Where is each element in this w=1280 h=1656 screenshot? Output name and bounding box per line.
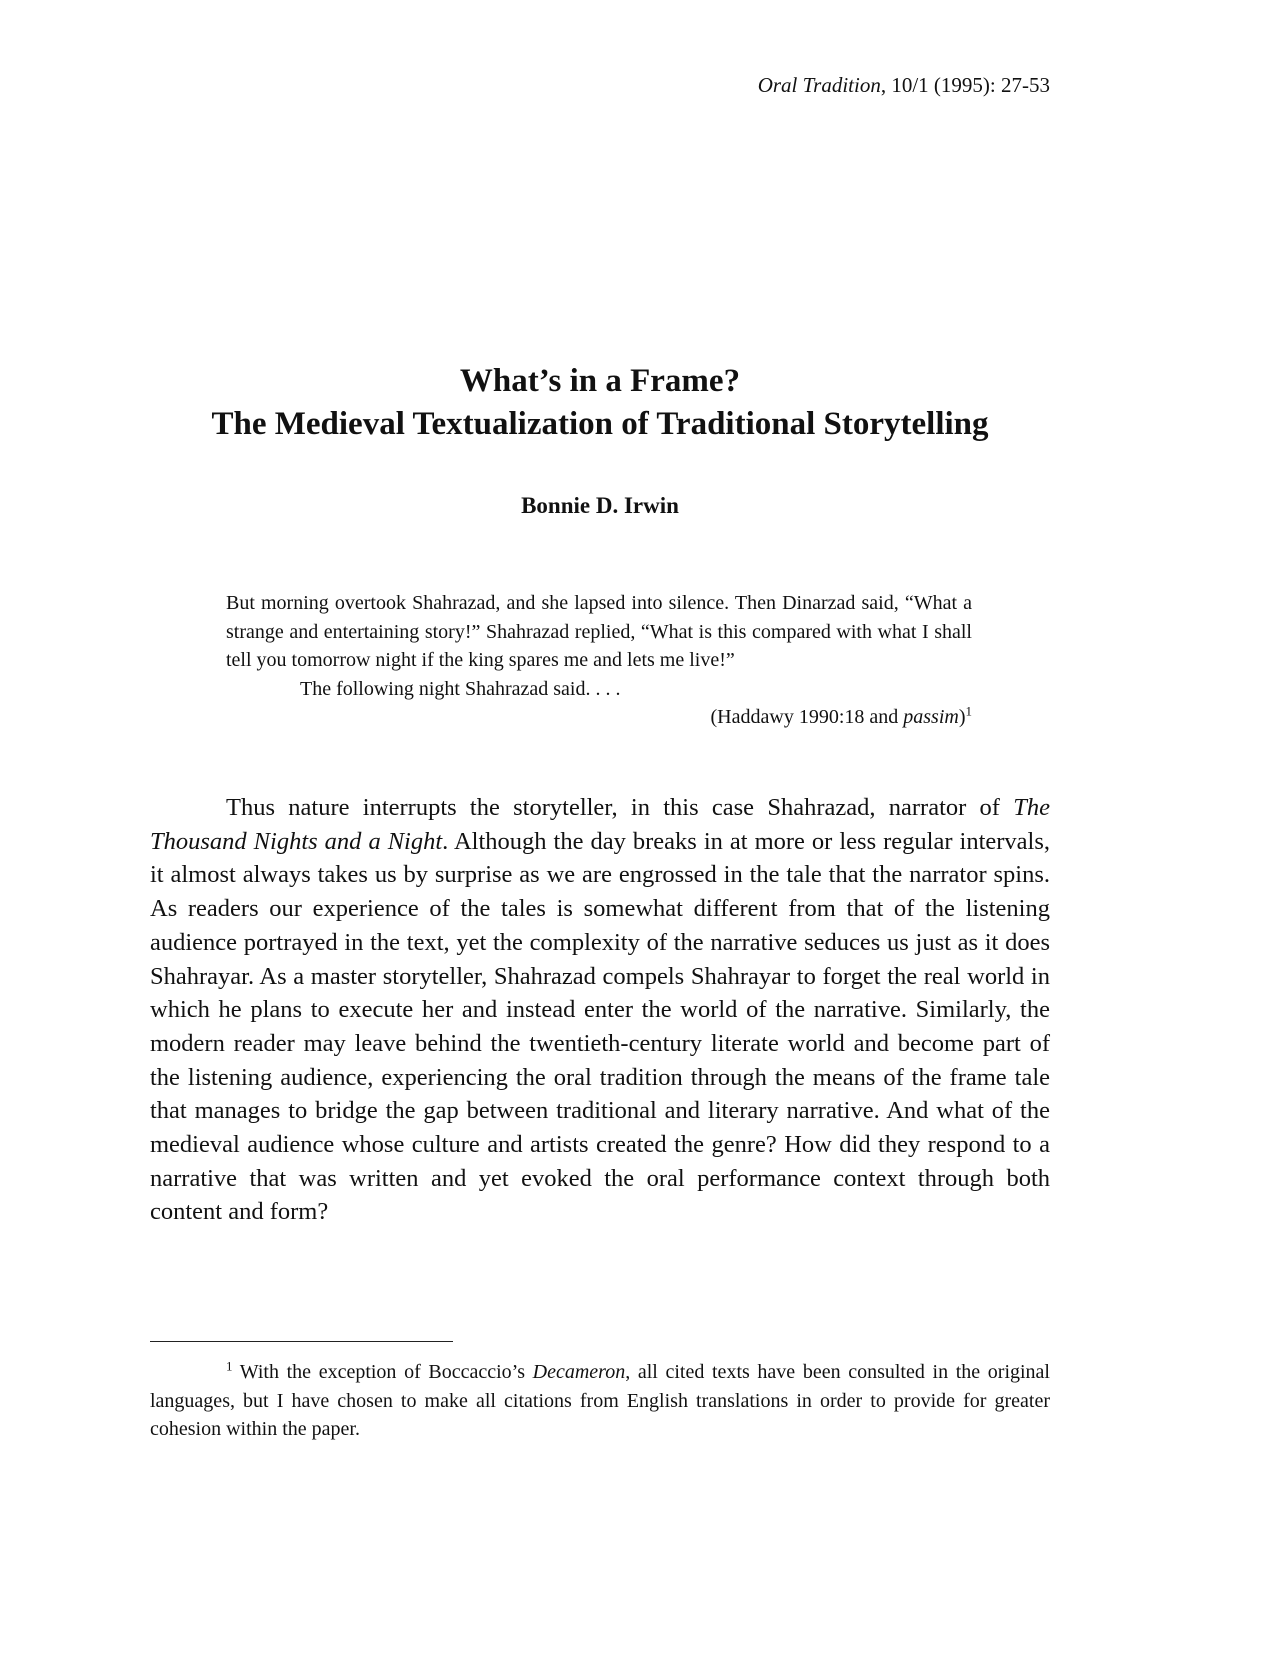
running-head — [150, 72, 1050, 98]
citation-passim: passim — [903, 706, 959, 728]
author-name: Bonnie D. Irwin — [521, 493, 679, 518]
footnote-paragraph — [150, 1358, 1050, 1444]
epigraph — [226, 589, 972, 732]
issue-info: , 10/1 (1995): 27-53 — [880, 73, 1050, 97]
citation-close: ) — [958, 706, 966, 728]
footnote — [150, 1358, 1050, 1444]
footnote-decameron: Decameron — [532, 1361, 626, 1383]
footnote-text-start: With the exception of Boccaccio’s — [232, 1361, 533, 1383]
footnote-reference[interactable]: 1 — [965, 703, 972, 719]
journal-name: Oral Tradition — [757, 73, 881, 97]
footnote-marker: 1 — [226, 1358, 233, 1374]
title-line-2: The Medieval Textualization of Traditional Storytelling — [211, 406, 989, 442]
body-text — [150, 791, 1050, 1229]
body-paragraph — [150, 791, 1050, 1229]
epigraph-paragraph-2: The following night Shahrazad said. . . . — [300, 677, 621, 700]
footnote-divider — [150, 1341, 453, 1342]
epigraph-citation — [226, 703, 972, 732]
epigraph-paragraph-1: But morning overtook Shahrazad, and she lapsed into silence. Then Dinarzad said, “What a strange and entertaining story!” Shahrazad replied, “What is this compared with what I shall tell you tomorrow night if the king spares me and lets me live!” — [226, 592, 972, 671]
body-text-start: Thus nature interrupts the storyteller, in this case Shahrazad, narrator of — [226, 794, 1014, 821]
article-title — [150, 360, 1050, 446]
body-text-rest: . Although the day breaks in at more or less regular intervals, it almost always takes us by surprise as we are engrossed in the tale that the narrator spins. As readers our experience of the tales is somewhat different from that of the listening audience portrayed in the text, yet the complexity of the narrative seduces us just as it does Shahrayar. As a master storyteller, Shahrazad compels Shahrayar to forget the real world in which he plans to execute her and instead enter the world of the narrative. Similarly, the modern reader may leave behind the twentieth-century literate world and become part of the listening audience, experiencing the oral tradition through the means of the frame tale that manages to bridge the gap between traditional and literary narrative. And what of the medieval audience whose culture and artists created the genre? How did they respond to a narrative that was written and yet evoked the oral performance context through both content and form? — [150, 827, 1050, 1226]
work-title: The Thousand Nights and a Night — [150, 794, 1050, 855]
title-line-1: What’s in a Frame? — [459, 363, 741, 399]
citation-text: (Haddawy 1990:18 and — [710, 706, 904, 728]
footnote-text-rest: , all cited texts have been consulted in the original languages, but I have chosen to make all citations from English translations in order to provide for greater cohesion within the paper. — [150, 1361, 1050, 1440]
